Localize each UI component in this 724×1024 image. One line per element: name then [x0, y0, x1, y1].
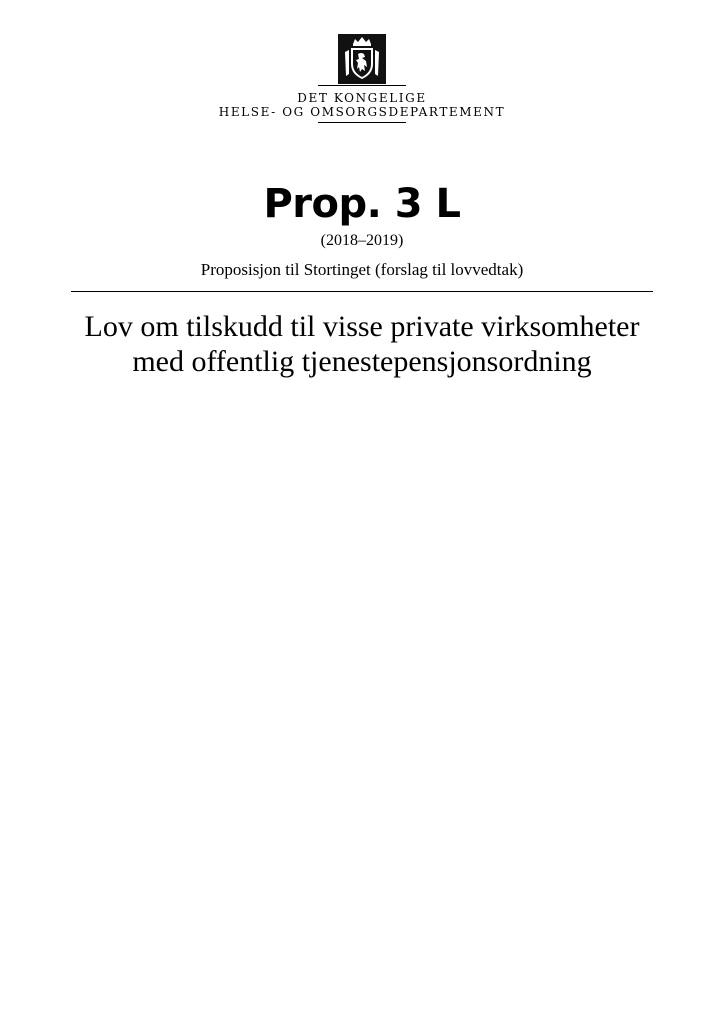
header-rule-bottom: [318, 122, 406, 123]
coat-of-arms-icon: [338, 34, 386, 84]
session-years: (2018–2019): [320, 232, 404, 249]
header-rule-top: [318, 85, 406, 86]
proposition-number: Prop. 3 L: [263, 181, 461, 227]
document-title: [40, 309, 684, 379]
department-name-line2: HELSE- OG OMSORGSDEPARTEMENT: [218, 105, 506, 119]
title-divider: [71, 291, 653, 292]
document-title-line2: med offentlig tjenestepensjonsordning: [132, 345, 592, 378]
document-title-line1: Lov om tilskudd til visse private virksomheter: [84, 310, 640, 343]
proposition-type: Proposisjon til Stortinget (forslag til lovvedtak): [200, 260, 524, 279]
department-name-line1: DET KONGELIGE: [297, 91, 427, 105]
